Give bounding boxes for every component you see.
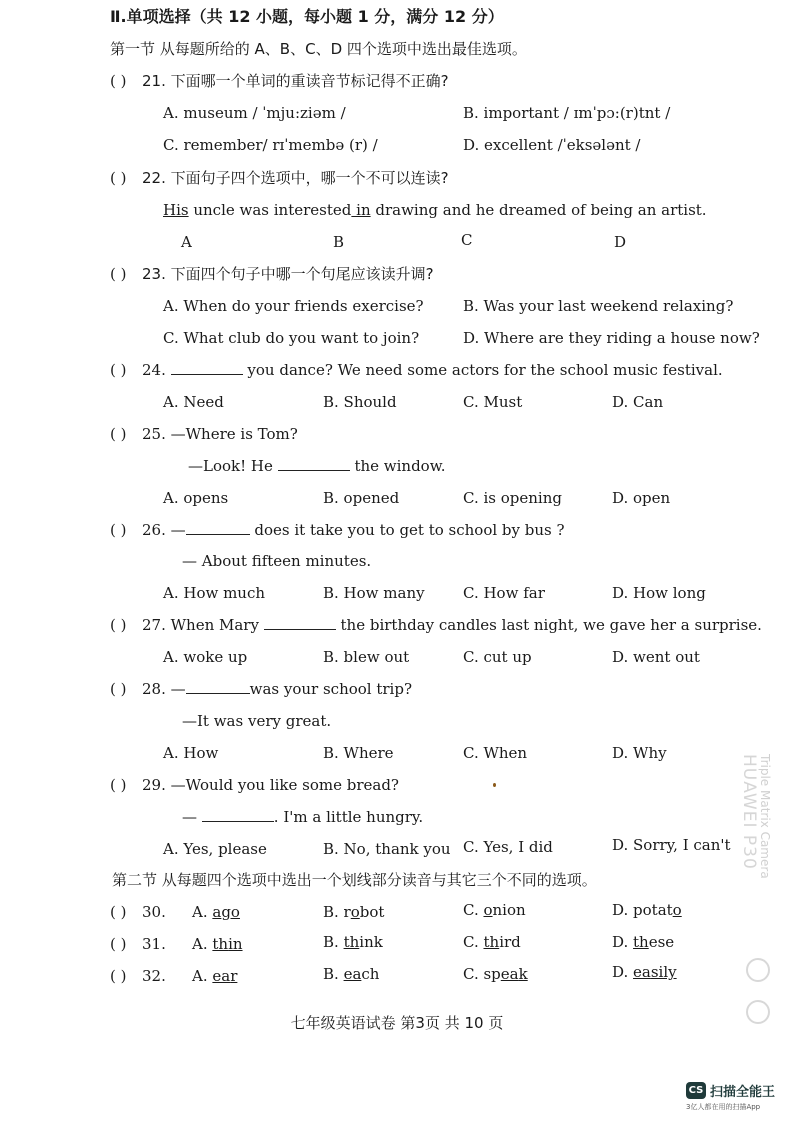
q27-option-a: A. woke up	[163, 648, 248, 666]
part1-instruction: 第一节 从每题所给的 A、B、C、D 四个选项中选出最佳选项。	[110, 40, 527, 58]
q23-option-c: C. What club do you want to join?	[163, 329, 420, 347]
q30-option-b: B. robot	[323, 903, 385, 921]
answer-paren-21[interactable]: ( )	[110, 72, 127, 90]
answer-paren-32[interactable]: ( )	[110, 967, 127, 985]
q23-stem: 23. 下面四个句子中哪一个句尾应该读升调?	[142, 265, 434, 283]
q27-option-d: D. went out	[612, 648, 700, 666]
scanner-app-tagline: 3亿人都在用的扫描App	[686, 1103, 761, 1111]
q32-num: 32.	[142, 967, 166, 985]
q25-option-b: B. opened	[323, 489, 400, 507]
q25-line2: —Look! He the window.	[188, 457, 446, 475]
answer-paren-29[interactable]: ( )	[110, 776, 127, 794]
q27-option-b: B. blew out	[323, 648, 410, 666]
answer-paren-25[interactable]: ( )	[110, 425, 127, 443]
fill-blank[interactable]	[202, 807, 274, 822]
answer-paren-24[interactable]: ( )	[110, 361, 127, 379]
q27-option-c: C. cut up	[463, 648, 532, 666]
q28-option-c: C. When	[463, 744, 528, 762]
answer-paren-23[interactable]: ( )	[110, 265, 127, 283]
lens-circle-icon	[746, 1000, 770, 1024]
q22-option-b: B	[333, 233, 345, 251]
q21-option-d: D. excellent /ˈeksələnt /	[463, 136, 641, 154]
q31-option-a: A. thin	[192, 935, 243, 953]
q26-stem: 26. — does it take you to get to school by bus ?	[142, 521, 565, 539]
q32-option-a: A. ear	[192, 967, 238, 985]
camera-watermark	[734, 748, 780, 1038]
lens-circle-icon	[746, 958, 770, 982]
q21-option-c: C. remember/ rɪˈmembə (r) /	[163, 136, 378, 154]
q30-num: 30.	[142, 903, 166, 921]
answer-paren-28[interactable]: ( )	[110, 680, 127, 698]
answer-paren-30[interactable]: ( )	[110, 903, 127, 921]
q26-option-b: B. How many	[323, 584, 425, 602]
section-title: Ⅱ.单项选择（共 12 小题，每小题 1 分，满分 12 分）	[110, 7, 504, 26]
q32-option-c: C. speak	[463, 965, 528, 983]
q24-option-c: C. Must	[463, 393, 523, 411]
fill-blank[interactable]	[264, 615, 336, 630]
q22-option-d: D	[614, 233, 627, 251]
q24-option-d: D. Can	[612, 393, 664, 411]
q25-stem: 25. —Where is Tom?	[142, 425, 298, 443]
q28-option-d: D. Why	[612, 744, 667, 762]
q29-line2: — . I'm a little hungry.	[182, 808, 424, 826]
q28-stem: 28. — was your school trip?	[142, 680, 413, 698]
q26-option-c: C. How far	[463, 584, 545, 602]
q31-num: 31.	[142, 935, 166, 953]
q28-line2: —It was very great.	[182, 712, 332, 730]
q29-option-a: A. Yes, please	[163, 840, 267, 858]
fill-blank[interactable]	[186, 679, 250, 694]
answer-paren-31[interactable]: ( )	[110, 935, 127, 953]
q26-line2: — About fifteen minutes.	[182, 552, 372, 570]
watermark-subtitle: Triple Matrix Camera	[758, 754, 772, 879]
q31-option-c: C. third	[463, 933, 521, 951]
q22-option-a: A	[181, 233, 192, 251]
q32-option-b: B. each	[323, 965, 380, 983]
fill-blank[interactable]	[278, 456, 350, 471]
q21-option-b: B. important / ɪmˈpɔ:(r)tnt /	[463, 104, 671, 122]
q22-stem: 22. 下面句子四个选项中，哪一个不可以连读?	[142, 169, 449, 187]
q26-option-a: A. How much	[163, 584, 266, 602]
q22-option-c: C	[461, 231, 473, 249]
q31-option-b: B. think	[323, 933, 383, 951]
q22-link-b: in	[351, 201, 371, 219]
q22-link-a: His	[163, 201, 189, 219]
q23-option-a: A. When do your friends exercise?	[163, 297, 424, 315]
fill-blank[interactable]	[186, 520, 250, 535]
q29-option-c: C. Yes, I did	[463, 838, 553, 856]
part2-instruction: 第二节 从每题四个选项中选出一个划线部分读音与其它三个不同的选项。	[112, 871, 597, 889]
q23-option-b: B. Was your last weekend relaxing?	[463, 297, 734, 315]
page-footer: 七年级英语试卷 第3页 共 10 页	[290, 1014, 504, 1032]
q28-option-a: A. How	[163, 744, 219, 762]
q25-option-d: D. open	[612, 489, 671, 507]
q26-option-d: D. How long	[612, 584, 706, 602]
scanner-app-name: 扫描全能王	[710, 1085, 776, 1100]
answer-paren-22[interactable]: ( )	[110, 169, 127, 187]
q28-option-b: B. Where	[323, 744, 394, 762]
q22-sentence: His uncle was interested in drawing and he dreamed of being an artist.	[163, 201, 707, 219]
q30-option-d: D. potato	[612, 901, 682, 919]
q21-option-a: A. museum / ˈmju:ziəm /	[163, 104, 346, 122]
q32-option-d: D. easily	[612, 963, 677, 981]
q21-stem: 21. 下面哪一个单词的重读音节标记得不正确?	[142, 72, 449, 90]
camscanner-logo-icon: CS	[686, 1082, 706, 1099]
answer-paren-27[interactable]: ( )	[110, 616, 127, 634]
watermark-brand: HUAWEI P30	[739, 754, 759, 870]
q29-option-b: B. No, thank you	[323, 840, 451, 858]
q25-option-c: C. is opening	[463, 489, 562, 507]
q23-option-d: D. Where are they riding a house now?	[463, 329, 760, 347]
answer-paren-26[interactable]: ( )	[110, 521, 127, 539]
fill-blank[interactable]	[171, 360, 243, 375]
q31-option-d: D. these	[612, 933, 675, 951]
q30-option-c: C. onion	[463, 901, 526, 919]
q29-stem: 29. —Would you like some bread?	[142, 776, 399, 794]
q24-stem: 24. you dance? We need some actors for the school music festival.	[142, 361, 723, 379]
q29-option-d: D. Sorry, I can't	[612, 836, 731, 854]
q27-stem: 27. When Mary the birthday candles last night, we gave her a surprise.	[142, 616, 762, 634]
q24-option-b: B. Should	[323, 393, 397, 411]
q25-option-a: A. opens	[163, 489, 229, 507]
q30-option-a: A. ago	[192, 903, 240, 921]
ink-speck	[493, 783, 496, 787]
q24-option-a: A. Need	[163, 393, 224, 411]
